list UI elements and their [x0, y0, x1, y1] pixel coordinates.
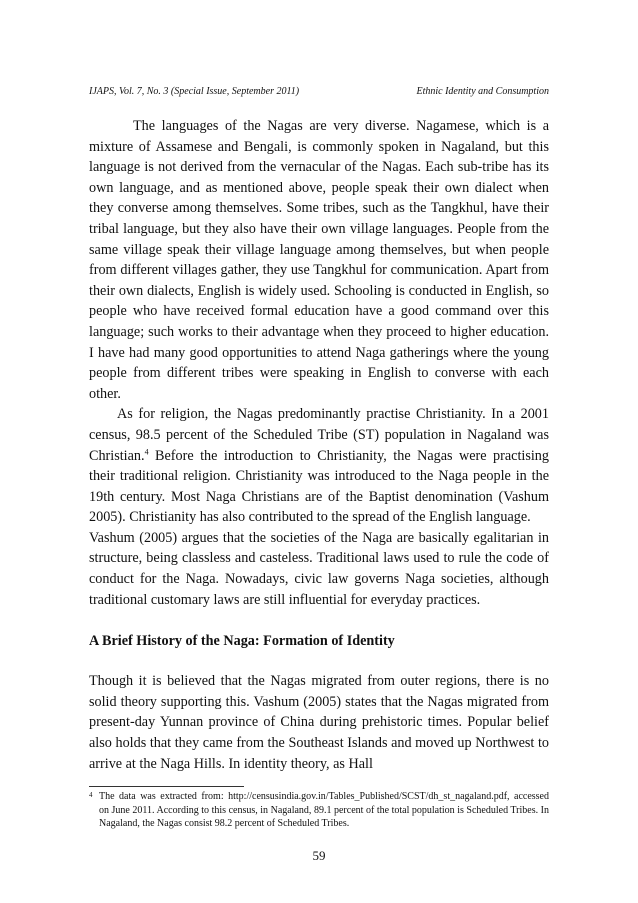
- page-number: 59: [312, 848, 326, 863]
- body-text: [89, 116, 549, 774]
- journal-citation: IJAPS, Vol. 7, No. 3 (Special Issue, September 2011): [89, 86, 300, 97]
- section-heading: A Brief History of the Naga: Formation of Identity: [89, 633, 395, 650]
- document-page: [89, 0, 549, 903]
- running-header: [89, 86, 549, 98]
- footnote-divider: [89, 786, 244, 787]
- footnote: [89, 790, 549, 831]
- paragraph-religion: [89, 404, 549, 528]
- footnote-text: The data was extracted from: http://censusindia.gov.in/Tables_Published/SCST/dh_st_nagaland.pdf, accessed on June 2011. According to this census, in Nagaland, 89.1 percent of the total population is Scheduled Tribes. In Nagaland, the Nagas consist 98.2 percent of Scheduled Tribes.: [99, 791, 549, 830]
- paragraph-society: Vashum (2005) argues that the societies of the Naga are basically egalitarian in structure, being classless and casteless. Traditional laws used to rule the code of conduct for the Naga. Nowadays, civic law governs Naga societies, although traditional customary laws are still influential for everyday practices.: [89, 529, 549, 608]
- religion-text-end: Before the introduction to Christianity, the Nagas were practising their traditional religion. Christianity was introduced to the Naga people in the 19th century. Most Naga Christians are of the Baptist denomination (Vashum 2005). Christianity has also contributed to the spread of the English language.: [89, 447, 549, 526]
- paragraph-history: Though it is believed that the Nagas migrated from outer regions, there is no solid theory supporting this. Vashum (2005) states that the Nagas migrated from present-day Yunnan province of China during prehistoric times. Popular belief also holds that they came from the Southeast Islands and moved up Northwest to arrive at the Naga Hills. In identity theory, as Hall: [89, 673, 549, 772]
- running-title: Ethnic Identity and Consumption: [416, 86, 549, 97]
- paragraph-languages: The languages of the Nagas are very diverse. Nagamese, which is a mixture of Assamese and Bengali, is commonly spoken in Nagaland, but this language is not derived from the vernacular of the Nagas. Each sub-tribe has its own language, and as mentioned above, people speak their own dialect when they converse among themselves. Some tribes, such as the Tangkhul, have their tribal language, but they also have their own village languages. People from the same village speak their village language among themselves, but when people from different villages gather, they use Tangkhul for communication. Apart from their own dialects, English is widely used. Schooling is conducted in English, so people who have received formal education have a good command over this language; such works to their advantage when they proceed to higher education. I have had many good opportunities to attend Naga gatherings where the young people from different tribes were speaking in English to converse with each other.: [89, 118, 549, 402]
- footnote-mark: 4: [89, 791, 93, 799]
- religion-text-start: As for religion, the Nagas predominantly practise Christianity. In a 2001 census, 98.5 percent of the Scheduled Tribe (ST) population in Nagaland was Christian.: [89, 406, 549, 464]
- footnote-reference[interactable]: 4: [144, 446, 149, 456]
